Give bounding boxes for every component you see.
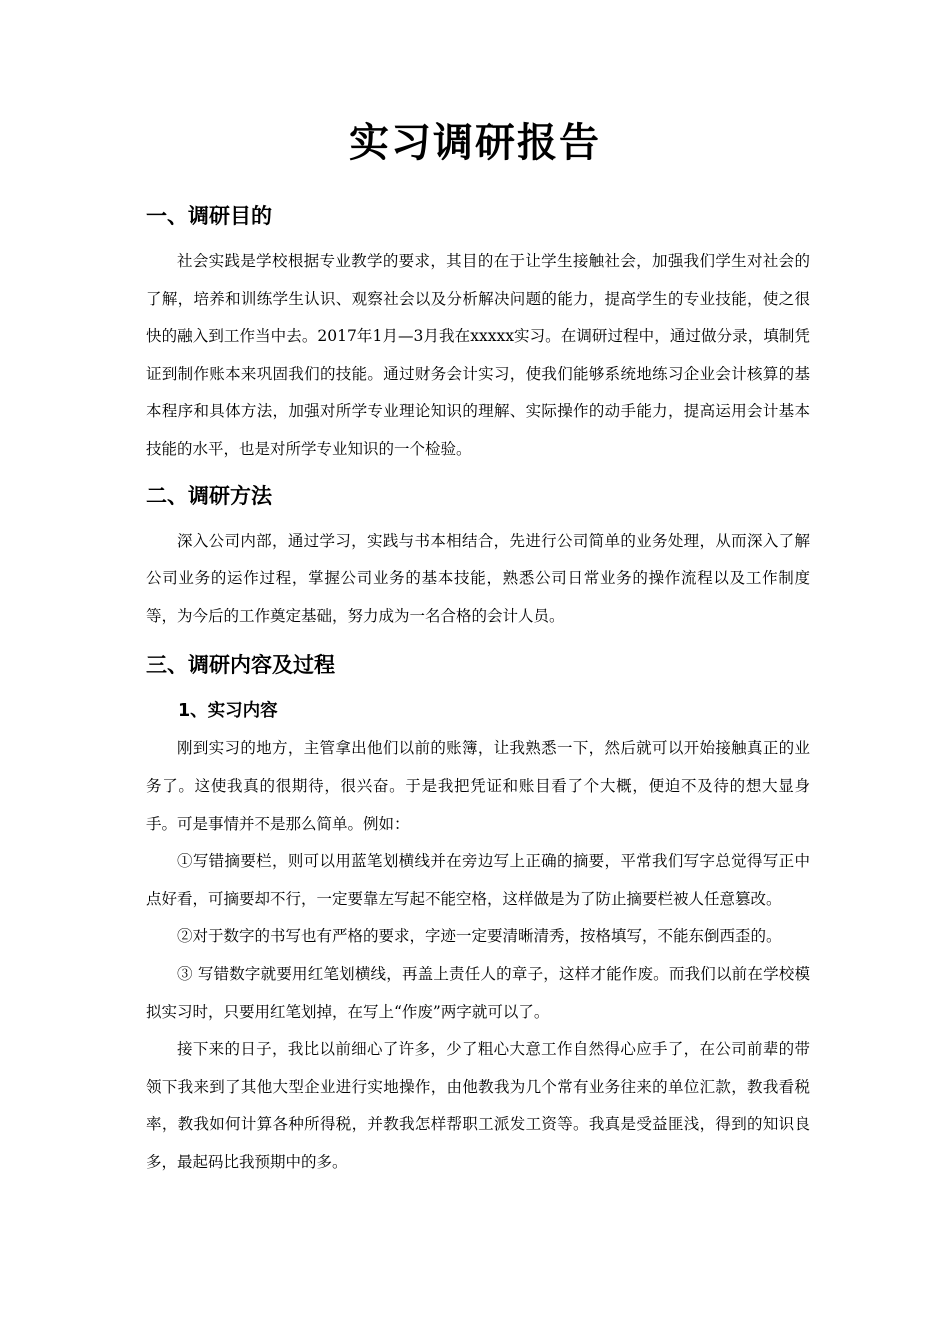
paragraph-rule-summary: ①写错摘要栏，则可以用蓝笔划横线并在旁边写上正确的摘要，平常我们写字总觉得写正中点好看，可摘要却不行，一定要靠左写起不能空格，这样做是为了防止摘要栏被人任意篡改。 — [146, 852, 810, 908]
section-heading-purpose: 一、调研目的 — [146, 204, 272, 228]
paragraph-later-days: 接下来的日子，我比以前细心了许多，少了粗心大意工作自然得心应手了，在公司前辈的带领下我来到了其他大型企业进行实地操作，由他教我为几个常有业务往来的单位汇款，教我看税率，教我如何计算各种所得税，并教我怎样帮职工派发工资等。我真是受益匪浅，得到的知识良多，最起码比我预期中的多。 — [146, 1040, 810, 1171]
document-body — [146, 198, 810, 1181]
paragraph-purpose: 社会实践是学校根据专业教学的要求，其目的在于让学生接触社会，加强我们学生对社会的了解，培养和训练学生认识、观察社会以及分析解决问题的能力，提高学生的专业技能，使之很快的融入到工作当中去。2017年1月—3月我在xxxxx实习。在调研过程中，通过做分录，填制凭证到制作账本来巩固我们的技能。通过财务会计实习，使我们能够系统地练习企业会计核算的基本程序和具体方法，加强对所学专业理论知识的理解、实际操作的动手能力，提高运用会计基本技能的水平，也是对所学专业知识的一个检验。 — [146, 252, 810, 458]
paragraph-method: 深入公司内部，通过学习，实践与书本相结合，先进行公司简单的业务处理，从而深入了解公司业务的运作过程，掌握公司业务的基本技能，熟悉公司日常业务的操作流程以及工作制度等，为今后的工作奠定基础，努力成为一名合格的会计人员。 — [146, 531, 810, 625]
section-heading-method: 二、调研方法 — [146, 483, 272, 508]
paragraph-content-intro: 刚到实习的地方，主管拿出他们以前的账簿，让我熟悉一下，然后就可以开始接触真正的业务了。这使我真的很期待，很兴奋。于是我把凭证和账目看了个大概，便迫不及待的想大显身手。可是事情并不是那么简单。例如： — [146, 739, 810, 833]
subheading-internship-content: 1、实习内容 — [178, 701, 278, 722]
paragraph-rule-corrections: ③ 写错数字就要用红笔划横线，再盖上责任人的章子，这样才能作废。而我们以前在学校模拟实习时，只要用红笔划掉，在写上“作废”两字就可以了。 — [146, 964, 810, 1021]
section-heading-content: 三、调研内容及过程 — [146, 653, 335, 678]
paragraph-rule-digits: ②对于数字的书写也有严格的要求，字迹一定要清晰清秀，按格填写，不能东倒西歪的。 — [177, 927, 782, 946]
document-title: 实习调研报告 — [349, 120, 601, 166]
